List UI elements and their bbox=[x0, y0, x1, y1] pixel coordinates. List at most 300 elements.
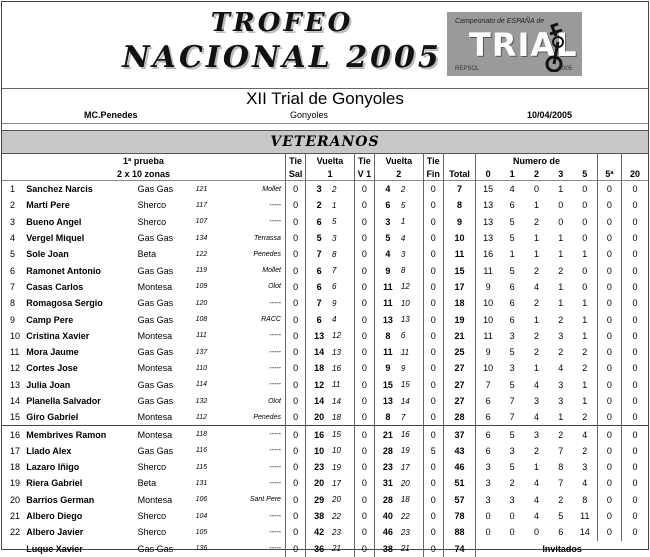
count-cell: 0 bbox=[632, 200, 638, 211]
vuelta2-rank-cell: 19 bbox=[401, 443, 423, 459]
count-cell: 13 bbox=[483, 200, 494, 211]
club-cell: ----- bbox=[221, 426, 286, 443]
count-cell: 0 bbox=[597, 426, 621, 443]
vuelta2-rank-cell: 17 bbox=[401, 459, 423, 475]
total-cell: 74 bbox=[443, 541, 475, 557]
rider-name-cell: Mora Jaume bbox=[26, 347, 79, 358]
vuelta1-points-cell: 38 bbox=[314, 511, 325, 522]
championship-logo bbox=[447, 12, 582, 76]
motorcycle-cell: Gas Gas bbox=[137, 347, 174, 358]
dorsal-cell: 117 bbox=[195, 201, 207, 209]
motorcycle-cell: Sherco bbox=[137, 527, 167, 538]
tie-fin-cell: 0 bbox=[423, 360, 443, 376]
count-cell: 4 bbox=[509, 184, 515, 195]
vuelta2-points-cell: 9 bbox=[385, 363, 391, 374]
motorcycle-cell: Sherco bbox=[137, 462, 167, 473]
count-cell: 2 bbox=[558, 494, 564, 505]
count-cell: 4 bbox=[533, 379, 539, 390]
vuelta1-points-cell: 12 bbox=[314, 379, 325, 390]
club-cell: ----- bbox=[221, 443, 286, 459]
logo-wordmark: TRIAL bbox=[469, 26, 578, 64]
tie-sal-cell: 0 bbox=[285, 181, 305, 198]
vuelta2-points-cell: 5 bbox=[385, 233, 391, 244]
count-cell: 11 bbox=[483, 330, 493, 341]
club-cell: Mollet bbox=[221, 181, 286, 198]
vuelta1-rank-cell: 11 bbox=[332, 377, 354, 393]
count-header: 2 bbox=[533, 168, 539, 179]
table-row bbox=[2, 181, 648, 198]
club-cell: ----- bbox=[221, 508, 286, 524]
club-cell: Sant Pere bbox=[221, 492, 286, 508]
count-cell: 0 bbox=[597, 344, 621, 360]
vuelta2-rank-cell: 22 bbox=[401, 508, 423, 524]
total-cell: 10 bbox=[443, 230, 475, 246]
tie-v1-cell: 0 bbox=[354, 443, 374, 459]
total-cell: 27 bbox=[443, 377, 475, 393]
rider-name-cell: Giro Gabriel bbox=[26, 412, 79, 423]
motorcycle-cell: Gas Gas bbox=[137, 314, 174, 325]
total-cell: 46 bbox=[443, 459, 475, 475]
tie-fin-cell: 0 bbox=[423, 197, 443, 213]
club-cell: Penedes bbox=[221, 409, 286, 426]
club-cell: ----- bbox=[221, 197, 286, 213]
rider-name-cell: Ramonet Antonio bbox=[26, 265, 101, 276]
count-cell: 5 bbox=[509, 462, 515, 473]
tie-sal-cell: 0 bbox=[285, 230, 305, 246]
tie-fin-cell: 0 bbox=[423, 279, 443, 295]
tie-fin-cell: 0 bbox=[423, 459, 443, 475]
vuelta1-rank-cell: 14 bbox=[332, 393, 354, 409]
vuelta2-rank-cell: 23 bbox=[401, 524, 423, 540]
tie-fin-cell: 0 bbox=[423, 492, 443, 508]
dorsal-cell: 137 bbox=[195, 348, 208, 356]
rider-name-cell: Albero Javier bbox=[26, 527, 84, 538]
tie-v1-header: Tie bbox=[354, 154, 374, 167]
tie-fin-cell: 0 bbox=[423, 246, 443, 262]
rider-name-cell: Camp Pere bbox=[26, 314, 74, 325]
vuelta2-points-cell: 9 bbox=[385, 265, 391, 276]
tie-fin-cell: 0 bbox=[423, 181, 443, 198]
vuelta2-points-cell: 11 bbox=[383, 347, 393, 358]
total-cell: 21 bbox=[443, 328, 475, 344]
tie-fin-cell: 0 bbox=[423, 262, 443, 278]
tie-sal-cell: 0 bbox=[285, 311, 305, 327]
tie-fin-cell: 0 bbox=[423, 214, 443, 230]
count-cell: 3 bbox=[509, 494, 515, 505]
count-cell: 1 bbox=[509, 249, 515, 260]
dorsal-cell: 119 bbox=[195, 267, 207, 275]
count-cell: 2 bbox=[558, 347, 564, 358]
club-cell: Terrassa bbox=[221, 230, 286, 246]
count-cell: 6 bbox=[558, 527, 564, 538]
rider-name-cell: Membrives Ramon bbox=[24, 426, 135, 443]
vuelta1-rank-cell: 5 bbox=[332, 214, 354, 230]
vuelta2-points-cell: 6 bbox=[385, 200, 391, 211]
vuelta2-rank-cell: 15 bbox=[401, 377, 423, 393]
vuelta1-points-cell: 18 bbox=[314, 363, 325, 374]
count-cell: 3 bbox=[485, 478, 491, 489]
count-cell: 0 bbox=[573, 181, 597, 198]
tie-v1-cell: 0 bbox=[354, 328, 374, 344]
rider-name-cell: Casas Carlos bbox=[26, 281, 84, 292]
tie-fin-cell: 0 bbox=[423, 344, 443, 360]
logo-caption: Campeonato de ESPAÑA de bbox=[455, 18, 545, 25]
count-cell: 4 bbox=[533, 281, 539, 292]
count-cell: 0 bbox=[632, 478, 638, 489]
tie-sal-cell: 0 bbox=[285, 459, 305, 475]
vuelta2-points-cell: 4 bbox=[385, 184, 391, 195]
vuelta1-rank-cell: 22 bbox=[332, 508, 354, 524]
club-cell: ----- bbox=[221, 295, 286, 311]
count-cell: 1 bbox=[558, 281, 564, 292]
count-cell: 7 bbox=[558, 445, 564, 456]
vuelta2-points-cell: 4 bbox=[385, 249, 391, 260]
tie-v1-cell: 0 bbox=[354, 197, 374, 213]
total-cell: 9 bbox=[443, 214, 475, 230]
count-cell: 0 bbox=[597, 508, 621, 524]
vuelta1-points-cell: 42 bbox=[314, 527, 325, 538]
event-info bbox=[2, 109, 648, 124]
count-cell: 0 bbox=[597, 443, 621, 459]
vuelta2-points-cell: 15 bbox=[382, 379, 393, 390]
count-cell: 2 bbox=[573, 344, 597, 360]
tie-sal-cell: 0 bbox=[285, 508, 305, 524]
position-cell: 7 bbox=[10, 281, 16, 292]
dorsal-cell: 105 bbox=[195, 528, 208, 536]
tie-sal-cell: 0 bbox=[285, 443, 305, 459]
table-row bbox=[2, 311, 648, 327]
vuelta2-points-cell: 46 bbox=[382, 527, 393, 538]
count-cell: 1 bbox=[533, 249, 539, 260]
vuelta2-header: Vuelta bbox=[375, 154, 424, 167]
dorsal-cell: 116 bbox=[195, 447, 207, 455]
round-label: 1ª prueba bbox=[2, 154, 285, 167]
vuelta2-rank-cell: 14 bbox=[401, 393, 423, 409]
count-cell: 1 bbox=[533, 233, 539, 244]
dorsal-cell: 132 bbox=[195, 397, 208, 405]
tie-v1-cell: 0 bbox=[354, 230, 374, 246]
count-cell: 0 bbox=[632, 347, 638, 358]
count-cell: 1 bbox=[558, 298, 564, 309]
logo-sponsor: REPSOL bbox=[455, 66, 480, 72]
count-cell: 0 bbox=[597, 524, 621, 540]
rider-name-cell: Romagosa Sergio bbox=[26, 298, 103, 309]
dorsal-cell: 111 bbox=[196, 332, 207, 340]
count-cell: 9 bbox=[485, 347, 491, 358]
count-cell: 0 bbox=[597, 295, 621, 311]
table-row bbox=[2, 344, 648, 360]
total-cell: 51 bbox=[443, 475, 475, 491]
count-cell: 10 bbox=[483, 298, 494, 309]
count-cell: 5 bbox=[509, 233, 515, 244]
count-cell: 2 bbox=[558, 314, 564, 325]
count-cell: 14 bbox=[573, 524, 597, 540]
club-cell: ----- bbox=[221, 377, 286, 393]
count-cell: 3 bbox=[533, 396, 539, 406]
table-row bbox=[2, 524, 648, 540]
count-cell: 2 bbox=[533, 330, 539, 341]
tie-sal-cell: 0 bbox=[285, 393, 305, 409]
count-cell: 5 bbox=[509, 216, 515, 227]
vuelta1-rank-cell: 18 bbox=[332, 409, 354, 426]
dorsal-cell: 107 bbox=[195, 218, 208, 226]
count-cell: 0 bbox=[632, 298, 638, 309]
count-cell: 3 bbox=[524, 426, 548, 443]
vuelta1-points-cell: 20 bbox=[314, 412, 325, 423]
tie-sal-cell: 0 bbox=[285, 377, 305, 393]
tie-sal-cell: 0 bbox=[285, 328, 305, 344]
vuelta2-points-cell: 13 bbox=[382, 314, 393, 325]
count-cell: 0 bbox=[622, 426, 648, 443]
tie-v1-sub: V 1 bbox=[354, 167, 374, 181]
count-cell: 0 bbox=[573, 262, 597, 278]
club-cell: ----- bbox=[221, 328, 286, 344]
position-cell: 8 bbox=[10, 298, 16, 309]
results-table bbox=[2, 154, 648, 557]
category-title: VETERANOS bbox=[2, 130, 648, 154]
club-cell: ----- bbox=[221, 459, 286, 475]
count-cell: 8 bbox=[573, 492, 597, 508]
motorcycle-cell: Sherco bbox=[137, 511, 167, 522]
rider-name-cell: Marti Pere bbox=[26, 200, 70, 211]
tie-v1-cell: 0 bbox=[354, 262, 374, 278]
vuelta2-points-cell: 31 bbox=[382, 478, 393, 489]
dorsal-cell: 136 bbox=[195, 545, 208, 553]
table-row bbox=[2, 443, 648, 459]
position-cell: 6 bbox=[10, 265, 16, 276]
count-cell: 0 bbox=[597, 181, 621, 198]
vuelta1-points-cell: 6 bbox=[316, 281, 322, 292]
tie-fin-sub: Fin bbox=[423, 167, 443, 181]
count-cell: 1 bbox=[573, 246, 597, 262]
count-cell: 0 bbox=[632, 396, 638, 406]
vuelta2-rank-cell: 9 bbox=[401, 360, 423, 376]
position-cell: 11 bbox=[10, 347, 20, 358]
count-cell: 6 bbox=[509, 314, 515, 325]
count-cell: 0 bbox=[597, 475, 621, 491]
dorsal-cell: 118 bbox=[182, 426, 220, 443]
rider-name-cell: Julia Joan bbox=[26, 379, 71, 390]
vuelta2-rank-cell: 4 bbox=[401, 230, 423, 246]
count-cell: 0 bbox=[632, 494, 638, 505]
count-cell: 0 bbox=[597, 230, 621, 246]
tie-sal-sub: Sal bbox=[285, 167, 305, 181]
club-cell: Penedes bbox=[221, 246, 286, 262]
count-cell: 0 bbox=[632, 511, 638, 522]
tie-fin-cell: 0 bbox=[423, 393, 443, 409]
count-cell: 7 bbox=[509, 412, 515, 423]
position-cell: 1 bbox=[10, 184, 16, 195]
count-cell: 0 bbox=[509, 511, 515, 522]
table-row bbox=[2, 360, 648, 376]
vuelta2-rank-cell: 3 bbox=[401, 246, 423, 262]
motorcycle-cell: Montesa bbox=[137, 494, 173, 505]
logo-year: 2005 bbox=[558, 66, 572, 72]
count-cell: 6 bbox=[476, 426, 500, 443]
table-row bbox=[2, 197, 648, 213]
count-cell: 0 bbox=[632, 379, 638, 390]
tie-fin-cell: 0 bbox=[423, 541, 443, 557]
tie-v1-cell: 0 bbox=[354, 459, 374, 475]
count-cell: 2 bbox=[533, 298, 539, 309]
tie-fin-cell: 0 bbox=[423, 475, 443, 491]
count-cell: 0 bbox=[597, 279, 621, 295]
dorsal-cell: 112 bbox=[195, 413, 207, 421]
total-cell: 8 bbox=[443, 197, 475, 213]
vuelta1-rank-cell: 6 bbox=[332, 279, 354, 295]
dorsal-cell: 104 bbox=[195, 512, 208, 520]
count-cell: 6 bbox=[509, 200, 515, 211]
count-cell: 2 bbox=[533, 347, 539, 358]
vuelta1-rank-cell: 3 bbox=[332, 230, 354, 246]
table-row bbox=[2, 262, 648, 278]
count-cell: 0 bbox=[573, 230, 597, 246]
count-cell: 0 bbox=[573, 279, 597, 295]
position-cell: 9 bbox=[10, 314, 16, 325]
club-cell: Mollet bbox=[221, 262, 286, 278]
tie-fin-cell: 5 bbox=[423, 443, 443, 459]
vuelta2-points-cell: 38 bbox=[382, 543, 393, 554]
position-cell: 21 bbox=[10, 511, 21, 522]
vuelta2-points-cell: 21 bbox=[375, 426, 401, 443]
vuelta1-sub: 1 bbox=[306, 167, 355, 181]
motorcycle-cell: Montesa bbox=[137, 330, 173, 341]
count-cell: 0 bbox=[573, 214, 597, 230]
vuelta2-rank-cell: 7 bbox=[401, 409, 423, 426]
count-cell: 4 bbox=[558, 363, 564, 374]
count-cell: 1 bbox=[558, 233, 564, 244]
count-cell: 0 bbox=[485, 527, 491, 538]
club-cell: Olot bbox=[221, 393, 286, 409]
motorcycle-cell: Gas Gas bbox=[137, 265, 174, 276]
vuelta2-points-cell: 11 bbox=[383, 281, 393, 292]
rider-name-cell: Vergel Miquel bbox=[26, 233, 85, 244]
count-cell: 6 bbox=[485, 445, 491, 456]
club-cell: ----- bbox=[221, 214, 286, 230]
tie-fin-cell: 0 bbox=[423, 230, 443, 246]
vuelta1-rank-cell: 13 bbox=[332, 344, 354, 360]
rider-name-cell: Cristina Xavier bbox=[26, 330, 90, 341]
count-cell: 5 bbox=[509, 379, 515, 390]
vuelta2-points-cell: 3 bbox=[385, 216, 391, 227]
tie-sal-cell: 0 bbox=[285, 426, 305, 443]
count-cell: 0 bbox=[597, 360, 621, 376]
total-cell: 57 bbox=[443, 492, 475, 508]
count-cell: 5 bbox=[509, 265, 515, 276]
motorcycle-cell: Gas Gas bbox=[137, 184, 174, 195]
count-cell: 1 bbox=[573, 295, 597, 311]
vuelta2-points-cell: 8 bbox=[385, 330, 391, 341]
count-cell: 5 bbox=[500, 426, 524, 443]
rider-name-cell: Bueno Angel bbox=[26, 216, 82, 227]
count-cell: 0 bbox=[632, 184, 638, 195]
total-cell: 19 bbox=[443, 311, 475, 327]
count-cell: 0 bbox=[533, 527, 539, 538]
tie-sal-cell: 0 bbox=[285, 492, 305, 508]
club-cell: RACC bbox=[221, 311, 286, 327]
count-cell: 7 bbox=[558, 478, 564, 489]
vuelta1-rank-cell: 1 bbox=[332, 197, 354, 213]
tie-sal-cell: 0 bbox=[285, 197, 305, 213]
tie-v1-cell: 0 bbox=[354, 508, 374, 524]
count-header: 20 bbox=[630, 168, 641, 179]
event-place: Gonyoles bbox=[290, 110, 329, 120]
count-cell: 2 bbox=[533, 445, 539, 456]
position-cell: 20 bbox=[10, 494, 21, 505]
vuelta1-points-cell: 29 bbox=[314, 494, 325, 505]
vuelta1-rank-cell: 4 bbox=[332, 311, 354, 327]
count-cell: 13 bbox=[483, 233, 494, 244]
position-cell: 14 bbox=[10, 396, 21, 406]
table-row bbox=[2, 279, 648, 295]
total-cell: 18 bbox=[443, 295, 475, 311]
count-cell: 1 bbox=[573, 311, 597, 327]
dorsal-cell: 122 bbox=[195, 250, 208, 258]
vuelta2-rank-cell: 18 bbox=[401, 492, 423, 508]
count-cell: 2 bbox=[573, 443, 597, 459]
tie-fin-cell: 0 bbox=[423, 328, 443, 344]
tie-sal-cell: 0 bbox=[285, 409, 305, 426]
count-cell: 3 bbox=[509, 330, 515, 341]
motorcycle-cell: Beta bbox=[137, 478, 157, 489]
tie-fin-cell: 0 bbox=[423, 508, 443, 524]
position-cell: 16 bbox=[2, 426, 24, 443]
tie-v1-cell: 0 bbox=[354, 426, 374, 443]
vuelta1-points-cell: 5 bbox=[316, 233, 322, 244]
tie-v1-cell: 0 bbox=[354, 311, 374, 327]
vuelta2-rank-cell: 13 bbox=[401, 311, 423, 327]
count-cell: 2 bbox=[549, 426, 573, 443]
tie-sal-cell: 0 bbox=[285, 344, 305, 360]
club-cell: ----- bbox=[221, 541, 286, 557]
count-cell: 4 bbox=[533, 412, 539, 423]
tie-fin-cell: 0 bbox=[423, 426, 443, 443]
count-cell: 2 bbox=[573, 409, 597, 426]
dorsal-cell: 114 bbox=[195, 381, 207, 389]
vuelta1-points-cell: 6 bbox=[316, 216, 322, 227]
position-cell: 17 bbox=[10, 445, 21, 456]
count-cell: 0 bbox=[597, 214, 621, 230]
vuelta1-rank-cell: 8 bbox=[332, 246, 354, 262]
position-cell: 13 bbox=[10, 379, 21, 390]
motorcycle-cell: Gas Gas bbox=[137, 396, 174, 406]
count-cell: 4 bbox=[533, 494, 539, 505]
position-cell: 2 bbox=[10, 200, 16, 211]
position-cell: 18 bbox=[10, 462, 21, 473]
count-cell: 0 bbox=[632, 314, 638, 325]
count-cell: 4 bbox=[573, 475, 597, 491]
motorcycle-cell: Gas Gas bbox=[137, 543, 174, 554]
dorsal-cell: 108 bbox=[195, 316, 208, 324]
count-cell: 2 bbox=[533, 216, 539, 227]
count-cell: 3 bbox=[558, 330, 564, 341]
vuelta2-sub: 2 bbox=[375, 167, 424, 181]
dorsal-cell: 106 bbox=[195, 496, 208, 504]
count-cell: 11 bbox=[483, 265, 493, 276]
table-row bbox=[2, 508, 648, 524]
tie-v1-cell: 0 bbox=[354, 279, 374, 295]
total-header: Total bbox=[443, 167, 475, 181]
count-cell: 5 bbox=[558, 511, 564, 522]
dorsal-cell: 110 bbox=[195, 364, 207, 372]
tie-fin-cell: 0 bbox=[423, 524, 443, 540]
vuelta1-points-cell: 14 bbox=[314, 396, 325, 406]
tie-fin-cell: 0 bbox=[423, 409, 443, 426]
vuelta1-points-cell: 3 bbox=[316, 184, 322, 195]
tie-v1-cell: 0 bbox=[354, 246, 374, 262]
tie-v1-cell: 0 bbox=[354, 360, 374, 376]
total-cell: 15 bbox=[443, 262, 475, 278]
